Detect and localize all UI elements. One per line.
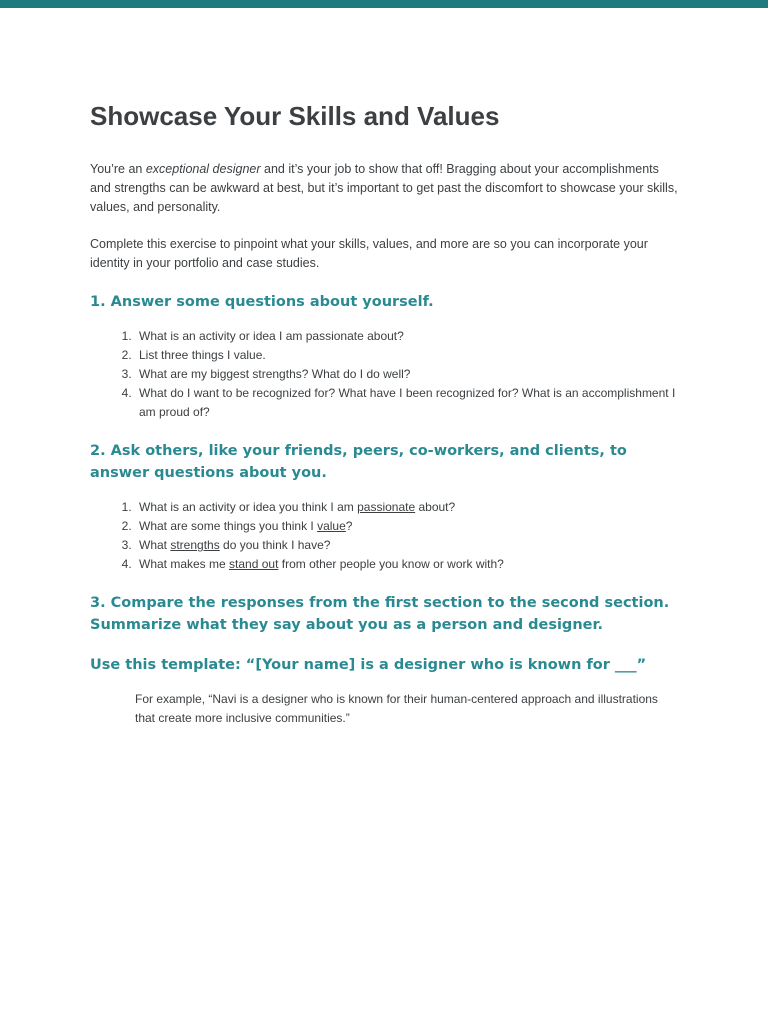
underlined-term: stand out <box>229 557 279 571</box>
intro-paragraph-1 <box>90 160 680 217</box>
item-text: ? <box>345 519 353 533</box>
list-item: 1. What is an activity or idea I am passionate about? <box>135 327 680 346</box>
section-2-list <box>90 498 680 574</box>
item-text: What makes me <box>139 557 230 571</box>
underlined-term: strengths <box>170 538 220 552</box>
underlined-term: passionate <box>357 500 416 514</box>
section-1-list <box>90 327 680 422</box>
list-item <box>135 536 680 555</box>
list-item <box>135 517 680 536</box>
list-item: 3. What are my biggest strengths? What do I do well? <box>135 365 680 384</box>
top-accent-bar <box>0 0 768 8</box>
section-2-heading: 2. Ask others, like your friends, peers, co-workers, and clients, to answer questions about you. <box>90 443 627 481</box>
intro-text-start: You’re an <box>90 162 146 176</box>
item-text: about? <box>415 500 456 514</box>
list-item <box>135 498 680 517</box>
item-text: What <box>139 538 171 552</box>
document-content <box>90 98 680 728</box>
template-heading: Use this template: “[Your name] is a designer who is known for ___” <box>90 657 647 673</box>
intro-text-end: and it’s your job to show that off! Bragging about your accomplishments and strengths can be awkward at best, but it’s important to get past the discomfort to showcase your skills, values, and personality. <box>90 162 678 214</box>
section-3-heading: 3. Compare the responses from the first section to the second section. Summarize what they say about you as a person and designer. <box>90 595 670 633</box>
page-title: Showcase Your Skills and Values <box>90 101 500 131</box>
item-text: What is an activity or idea you think I am <box>139 500 358 514</box>
section-1-heading: 1. Answer some questions about yourself. <box>90 294 434 310</box>
list-item <box>135 555 680 574</box>
item-text: from other people you know or work with? <box>278 557 504 571</box>
intro-emphasis: exceptional designer <box>145 162 261 176</box>
underlined-term: value <box>317 519 346 533</box>
item-text: What are some things you think I <box>139 519 318 533</box>
template-example: For example, “Navi is a designer who is known for their human-centered approach and illustrations that create more inclusive communities.” <box>135 692 658 725</box>
list-item: 2. List three things I value. <box>135 346 680 365</box>
list-item: 4. What do I want to be recognized for? What have I been recognized for? What is an accomplishment I am proud of? <box>135 384 680 422</box>
item-text: do you think I have? <box>219 538 331 552</box>
intro-paragraph-2: Complete this exercise to pinpoint what your skills, values, and more are so you can incorporate your identity in your portfolio and case studies. <box>90 237 648 270</box>
